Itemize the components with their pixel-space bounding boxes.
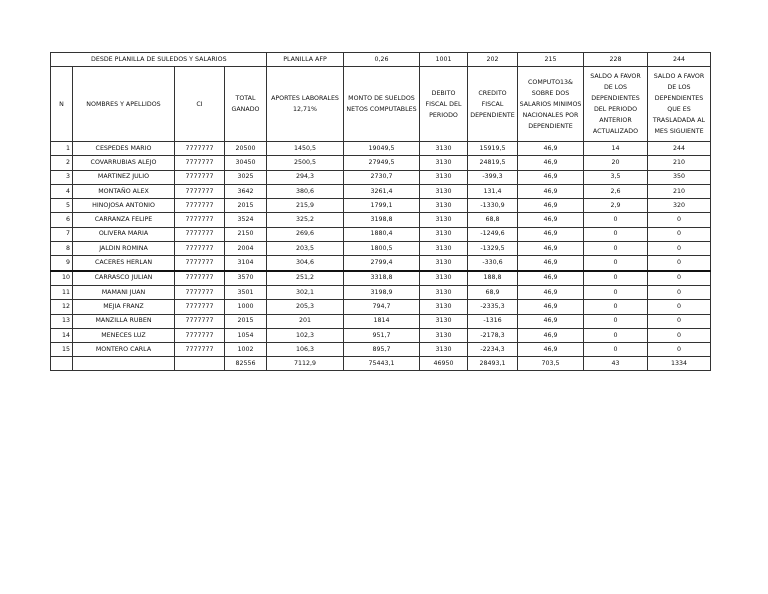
header-monto: MONTO DE SUELDOS NETOS COMPUTABLES [344, 67, 420, 142]
row-debito: 3130 [420, 170, 468, 184]
row-number: 10 [51, 271, 73, 286]
header-ci: CI [175, 67, 225, 142]
row-computo: 46,9 [518, 314, 584, 328]
row-total-ganado: 30450 [225, 156, 267, 170]
row-total-ganado: 3025 [225, 170, 267, 184]
row-monto: 895,7 [344, 343, 420, 357]
row-aportes: 203,5 [267, 242, 344, 256]
table-row [51, 343, 711, 357]
row-total-ganado: 3642 [225, 184, 267, 198]
code-228: 228 [584, 53, 648, 67]
totals-saldo-siguiente: 1334 [648, 357, 711, 371]
row-saldo-siguiente: 0 [648, 256, 711, 271]
row-monto: 2799,4 [344, 256, 420, 271]
row-ci: 7777777 [175, 184, 225, 198]
header-debito: DEBITO FISCAL DEL PERIODO [420, 67, 468, 142]
row-ci: 7777777 [175, 343, 225, 357]
row-saldo-anterior: 0 [584, 242, 648, 256]
row-name: CARRASCO JULIAN [73, 271, 175, 286]
row-saldo-anterior: 20 [584, 156, 648, 170]
totals-row [51, 357, 711, 371]
row-saldo-siguiente: 0 [648, 343, 711, 357]
row-aportes: 205,3 [267, 300, 344, 314]
header-n: N [51, 67, 73, 142]
row-name: COVARRUBIAS ALEJO [73, 156, 175, 170]
row-debito: 3130 [420, 156, 468, 170]
table-row [51, 328, 711, 342]
row-saldo-siguiente: 0 [648, 300, 711, 314]
row-total-ganado: 2004 [225, 242, 267, 256]
row-number: 8 [51, 242, 73, 256]
table-row [51, 285, 711, 299]
row-total-ganado: 3524 [225, 213, 267, 227]
row-monto: 2730,7 [344, 170, 420, 184]
row-number: 6 [51, 213, 73, 227]
row-credito: -2234,3 [468, 343, 518, 357]
row-number: 9 [51, 256, 73, 271]
row-name: MANZILLA RUBEN [73, 314, 175, 328]
row-saldo-siguiente: 0 [648, 242, 711, 256]
table-row [51, 142, 711, 156]
row-aportes: 201 [267, 314, 344, 328]
row-computo: 46,9 [518, 213, 584, 227]
row-debito: 3130 [420, 285, 468, 299]
row-number: 2 [51, 156, 73, 170]
row-debito: 3130 [420, 314, 468, 328]
code-215: 215 [518, 53, 584, 67]
row-debito: 3130 [420, 300, 468, 314]
header-row [51, 67, 711, 142]
row-saldo-siguiente: 0 [648, 328, 711, 342]
row-name: MAMANI JUAN [73, 285, 175, 299]
row-name: MONTAÑO ALEX [73, 184, 175, 198]
row-name: HINOJOSA ANTONIO [73, 199, 175, 213]
row-total-ganado: 2015 [225, 314, 267, 328]
row-saldo-anterior: 0 [584, 285, 648, 299]
row-credito: -1249,6 [468, 227, 518, 241]
row-number: 14 [51, 328, 73, 342]
row-credito: -2178,3 [468, 328, 518, 342]
row-number: 5 [51, 199, 73, 213]
row-aportes: 1450,5 [267, 142, 344, 156]
table-row [51, 156, 711, 170]
header-total-ganado: TOTAL GANADO [225, 67, 267, 142]
row-aportes: 2500,5 [267, 156, 344, 170]
row-name: CESPEDES MARIO [73, 142, 175, 156]
row-computo: 46,9 [518, 271, 584, 286]
row-debito: 3130 [420, 227, 468, 241]
row-debito: 3130 [420, 271, 468, 286]
row-name: JALDIN ROMINA [73, 242, 175, 256]
header-nombres: NOMBRES Y APELLIDOS [73, 67, 175, 142]
totals-monto: 75443,1 [344, 357, 420, 371]
row-aportes: 325,2 [267, 213, 344, 227]
row-computo: 46,9 [518, 300, 584, 314]
code-1001: 1001 [420, 53, 468, 67]
row-ci: 7777777 [175, 328, 225, 342]
row-number: 7 [51, 227, 73, 241]
row-number: 11 [51, 285, 73, 299]
row-credito: 24819,5 [468, 156, 518, 170]
header-credito: CREDITO FISCAL DEPENDIENTE [468, 67, 518, 142]
row-ci: 7777777 [175, 285, 225, 299]
row-name: MEJIA FRANZ [73, 300, 175, 314]
row-ci: 7777777 [175, 170, 225, 184]
row-computo: 46,9 [518, 170, 584, 184]
row-saldo-anterior: 0 [584, 300, 648, 314]
row-name: CACERES HERLAN [73, 256, 175, 271]
row-aportes: 215,9 [267, 199, 344, 213]
row-credito: -399,3 [468, 170, 518, 184]
table-row [51, 242, 711, 256]
row-monto: 27949,5 [344, 156, 420, 170]
row-debito: 3130 [420, 184, 468, 198]
row-saldo-anterior: 0 [584, 213, 648, 227]
row-computo: 46,9 [518, 285, 584, 299]
row-ci: 7777777 [175, 256, 225, 271]
row-saldo-anterior: 2,6 [584, 184, 648, 198]
row-ci: 7777777 [175, 199, 225, 213]
totals-credito: 28493,1 [468, 357, 518, 371]
row-debito: 3130 [420, 213, 468, 227]
row-credito: 68,9 [468, 285, 518, 299]
table-row [51, 314, 711, 328]
table-row [51, 256, 711, 271]
table-row [51, 271, 711, 286]
totals-blank-n [51, 357, 73, 371]
row-name: MONTERO CARLA [73, 343, 175, 357]
totals-blank-ci [175, 357, 225, 371]
row-debito: 3130 [420, 242, 468, 256]
row-monto: 1799,1 [344, 199, 420, 213]
row-computo: 46,9 [518, 343, 584, 357]
row-name: CARRANZA FELIPE [73, 213, 175, 227]
row-monto: 3261,4 [344, 184, 420, 198]
row-total-ganado: 2015 [225, 199, 267, 213]
row-saldo-siguiente: 0 [648, 314, 711, 328]
code-202: 202 [468, 53, 518, 67]
row-ci: 7777777 [175, 314, 225, 328]
row-saldo-anterior: 0 [584, 328, 648, 342]
row-monto: 794,7 [344, 300, 420, 314]
row-computo: 46,9 [518, 156, 584, 170]
table-row [51, 170, 711, 184]
row-monto: 1800,5 [344, 242, 420, 256]
row-ci: 7777777 [175, 271, 225, 286]
header-aportes: APORTES LABORALES 12,71% [267, 67, 344, 142]
row-debito: 3130 [420, 142, 468, 156]
row-credito: 15919,5 [468, 142, 518, 156]
totals-blank-name [73, 357, 175, 371]
row-credito: -2335,3 [468, 300, 518, 314]
row-total-ganado: 1054 [225, 328, 267, 342]
row-number: 12 [51, 300, 73, 314]
row-credito: 188,8 [468, 271, 518, 286]
header-saldo-anterior: SALDO A FAVOR DE LOS DEPENDIENTES DEL PERIODO ANTERIOR ACTUALIZADO [584, 67, 648, 142]
code-244: 244 [648, 53, 711, 67]
row-number: 3 [51, 170, 73, 184]
row-credito: -1316 [468, 314, 518, 328]
row-total-ganado: 20500 [225, 142, 267, 156]
row-saldo-siguiente: 210 [648, 156, 711, 170]
table-row [51, 227, 711, 241]
row-saldo-siguiente: 350 [648, 170, 711, 184]
payroll-table [50, 52, 711, 371]
totals-saldo-anterior: 43 [584, 357, 648, 371]
row-aportes: 304,6 [267, 256, 344, 271]
row-ci: 7777777 [175, 156, 225, 170]
row-ci: 7777777 [175, 227, 225, 241]
row-monto: 3198,9 [344, 285, 420, 299]
row-aportes: 380,6 [267, 184, 344, 198]
row-computo: 46,9 [518, 256, 584, 271]
row-monto: 3318,8 [344, 271, 420, 286]
row-total-ganado: 1002 [225, 343, 267, 357]
row-saldo-anterior: 0 [584, 227, 648, 241]
row-total-ganado: 1000 [225, 300, 267, 314]
row-name: OLIVERA MARIA [73, 227, 175, 241]
row-computo: 46,9 [518, 199, 584, 213]
table-row [51, 184, 711, 198]
row-credito: 131,4 [468, 184, 518, 198]
row-number: 1 [51, 142, 73, 156]
rate-value: 0,26 [344, 53, 420, 67]
row-debito: 3130 [420, 343, 468, 357]
row-computo: 46,9 [518, 184, 584, 198]
row-ci: 7777777 [175, 300, 225, 314]
row-computo: 46,9 [518, 227, 584, 241]
table-row [51, 300, 711, 314]
row-credito: 68,8 [468, 213, 518, 227]
row-name: MENECES LUZ [73, 328, 175, 342]
row-monto: 1880,4 [344, 227, 420, 241]
planilla-label: PLANILLA AFP [267, 53, 344, 67]
row-aportes: 251,2 [267, 271, 344, 286]
row-debito: 3130 [420, 328, 468, 342]
row-aportes: 106,3 [267, 343, 344, 357]
row-total-ganado: 2150 [225, 227, 267, 241]
row-aportes: 102,3 [267, 328, 344, 342]
row-saldo-anterior: 0 [584, 271, 648, 286]
row-number: 15 [51, 343, 73, 357]
row-credito: -1329,5 [468, 242, 518, 256]
row-saldo-anterior: 14 [584, 142, 648, 156]
row-monto: 951,7 [344, 328, 420, 342]
row-debito: 3130 [420, 256, 468, 271]
row-saldo-anterior: 0 [584, 343, 648, 357]
row-monto: 1814 [344, 314, 420, 328]
row-saldo-siguiente: 0 [648, 227, 711, 241]
row-monto: 3198,8 [344, 213, 420, 227]
row-saldo-siguiente: 210 [648, 184, 711, 198]
row-computo: 46,9 [518, 142, 584, 156]
header-saldo-siguiente: SALDO A FAVOR DE LOS DEPENDIENTES QUE ES TRASLADADA AL MES SIGUIENTE [648, 67, 711, 142]
row-computo: 46,9 [518, 328, 584, 342]
row-name: MARTINEZ JULIO [73, 170, 175, 184]
row-total-ganado: 3104 [225, 256, 267, 271]
row-total-ganado: 3501 [225, 285, 267, 299]
table-row [51, 213, 711, 227]
row-number: 4 [51, 184, 73, 198]
row-credito: -1330,9 [468, 199, 518, 213]
table-row [51, 199, 711, 213]
row-saldo-siguiente: 0 [648, 213, 711, 227]
top-row [51, 53, 711, 67]
row-aportes: 269,6 [267, 227, 344, 241]
row-ci: 7777777 [175, 142, 225, 156]
row-computo: 46,9 [518, 242, 584, 256]
row-saldo-anterior: 0 [584, 314, 648, 328]
row-ci: 7777777 [175, 242, 225, 256]
row-aportes: 294,3 [267, 170, 344, 184]
totals-debito: 46950 [420, 357, 468, 371]
row-ci: 7777777 [175, 213, 225, 227]
sheet-title: DESDE PLANILLA DE SULEDOS Y SALARIOS [51, 53, 267, 67]
row-number: 13 [51, 314, 73, 328]
totals-computo: 703,5 [518, 357, 584, 371]
row-saldo-siguiente: 244 [648, 142, 711, 156]
row-saldo-siguiente: 0 [648, 271, 711, 286]
row-credito: -330,6 [468, 256, 518, 271]
row-monto: 19049,5 [344, 142, 420, 156]
row-saldo-siguiente: 0 [648, 285, 711, 299]
row-saldo-anterior: 3,5 [584, 170, 648, 184]
row-saldo-siguiente: 320 [648, 199, 711, 213]
row-total-ganado: 3570 [225, 271, 267, 286]
header-computo: COMPUTO13& SOBRE DOS SALARIOS MINIMOS NACIONALES POR DEPENDIENTE [518, 67, 584, 142]
totals-total-ganado: 82556 [225, 357, 267, 371]
row-saldo-anterior: 2,9 [584, 199, 648, 213]
totals-aportes: 7112,9 [267, 357, 344, 371]
row-aportes: 302,1 [267, 285, 344, 299]
row-debito: 3130 [420, 199, 468, 213]
row-saldo-anterior: 0 [584, 256, 648, 271]
